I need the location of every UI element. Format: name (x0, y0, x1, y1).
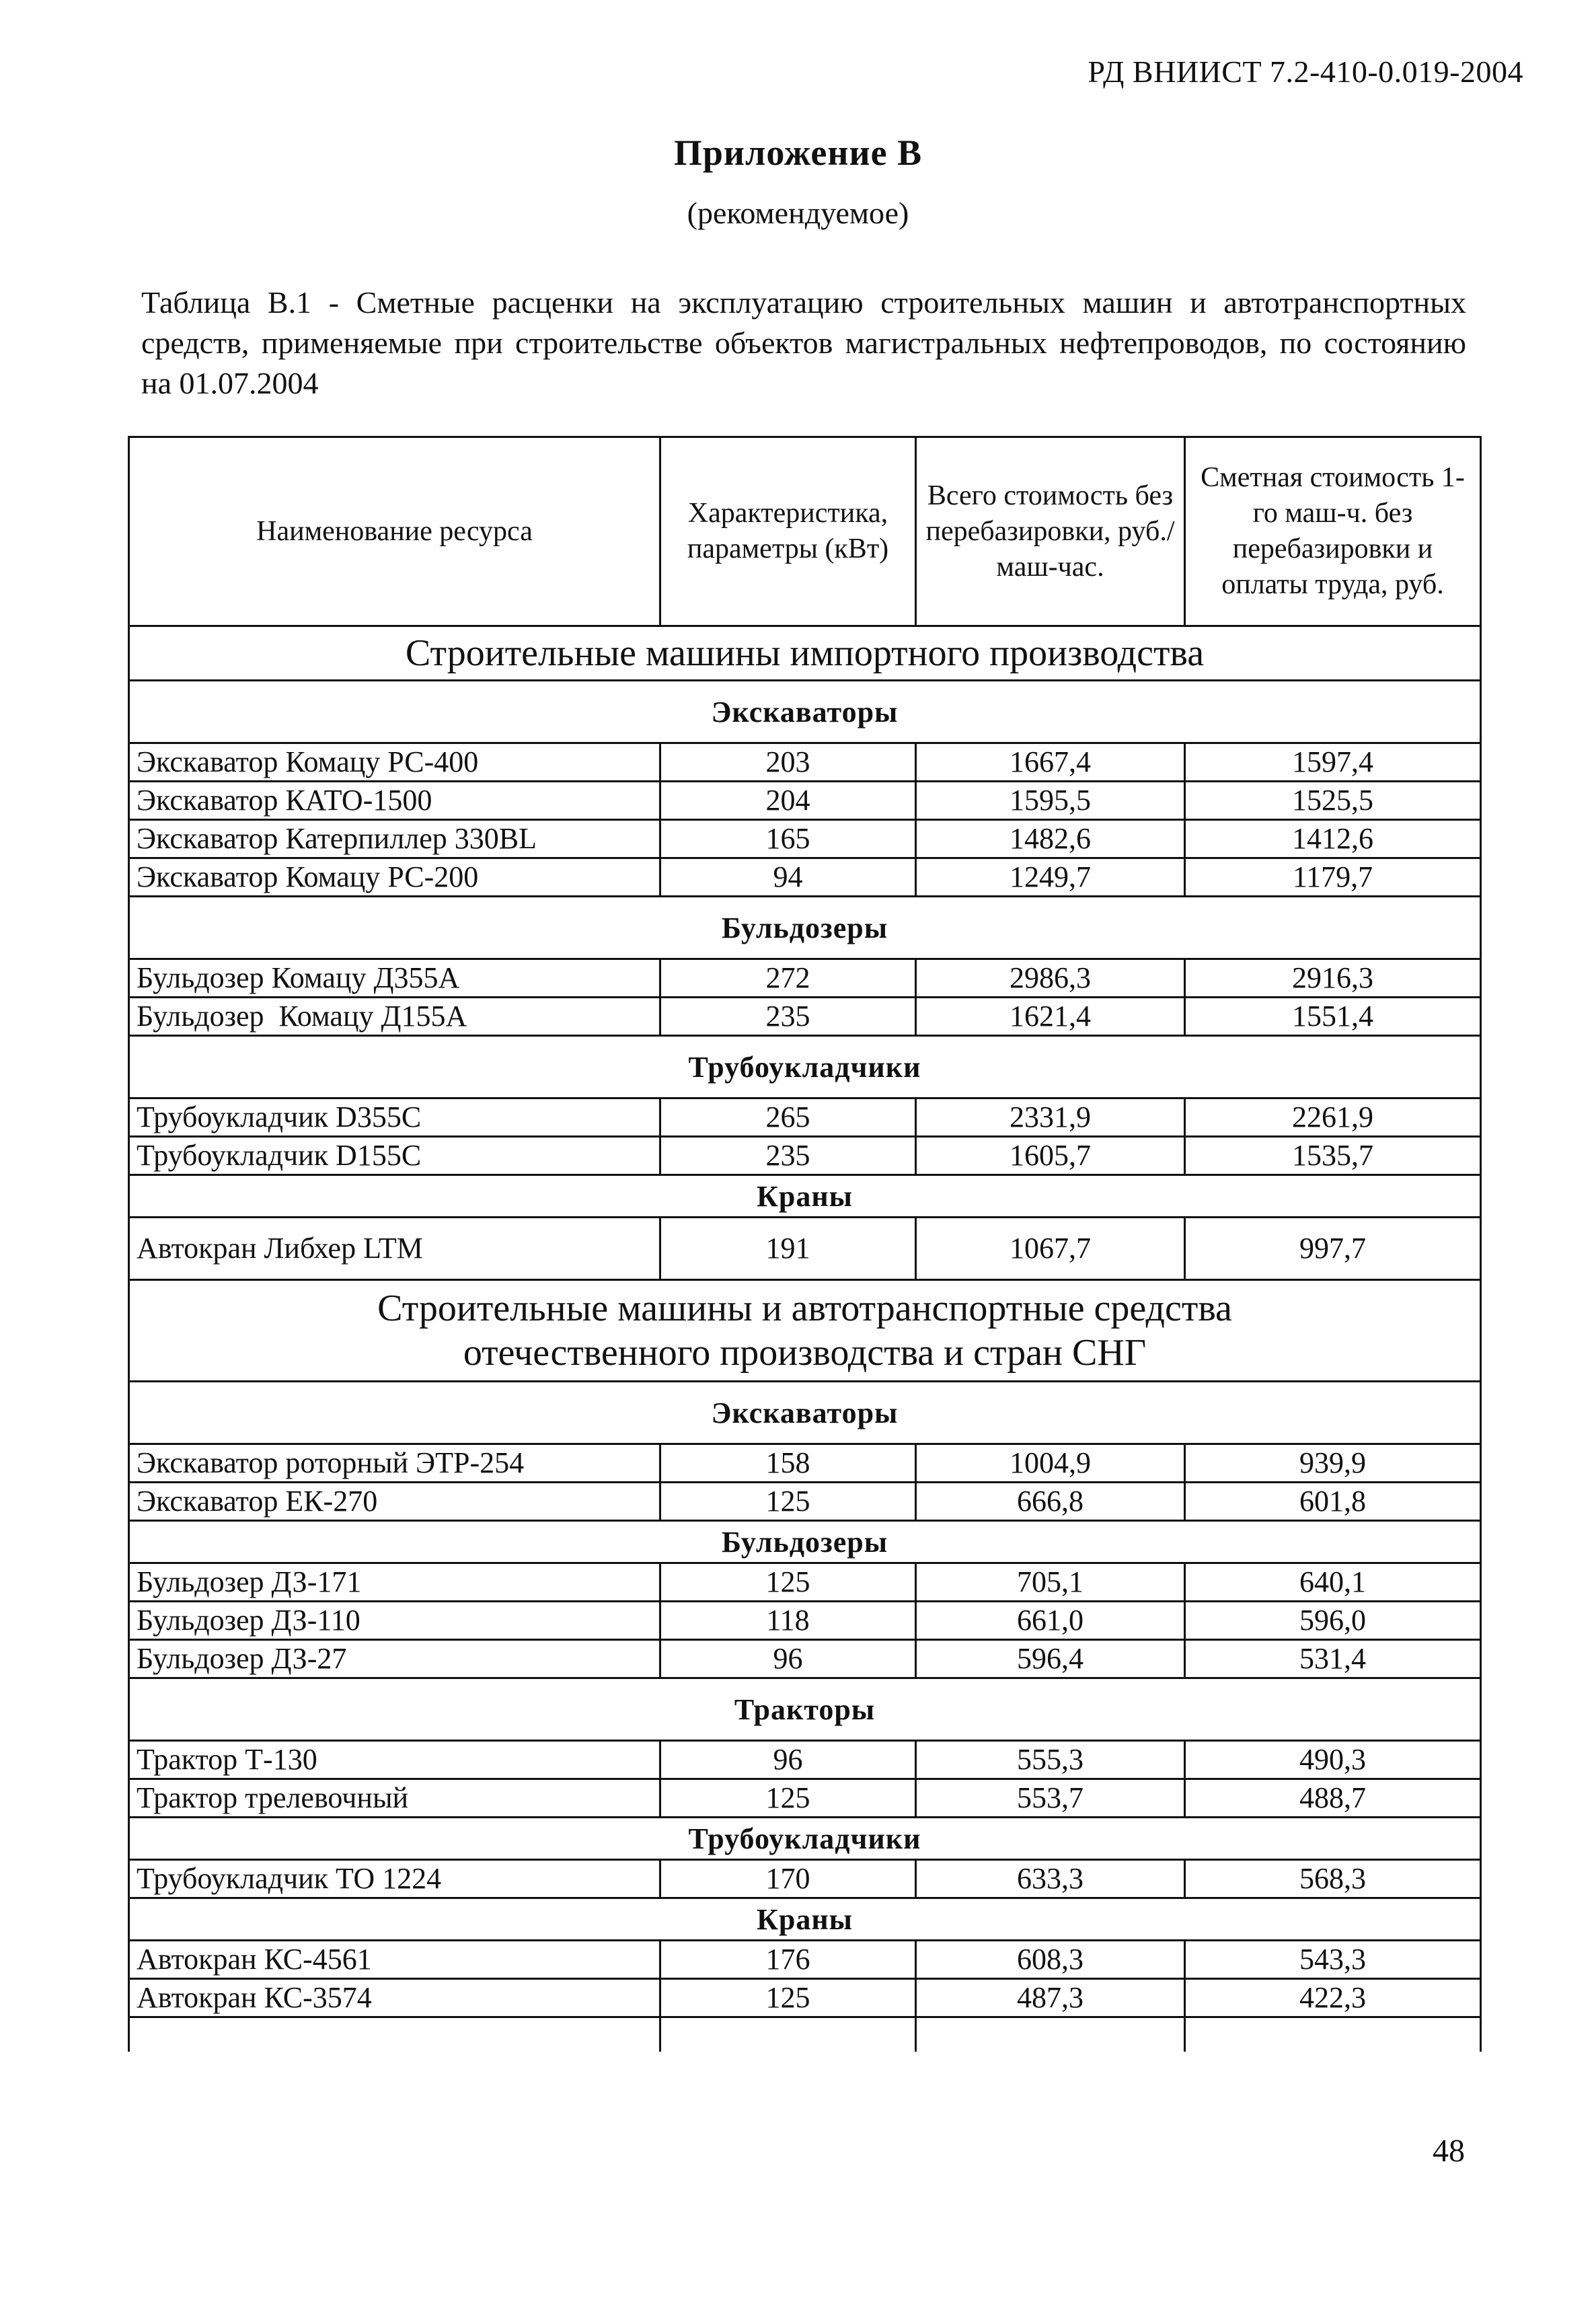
group-title: Бульдозеры (129, 897, 1481, 959)
table-row (129, 1218, 1481, 1280)
rates-table (128, 436, 1482, 2052)
section-title: Строительные машины импортного производства (129, 626, 1481, 681)
table-row (129, 959, 1481, 998)
total-cost-cell: 596,4 (916, 1640, 1185, 1678)
table-row (129, 1741, 1481, 1779)
section-title: Строительные машины и автотранспортные средства отечественного производства и стран СНГ (129, 1280, 1481, 1382)
section-row (129, 1280, 1481, 1382)
estimated-cost-cell: 1551,4 (1185, 998, 1481, 1036)
group-row (129, 1382, 1481, 1444)
power-cell: 96 (660, 1640, 916, 1678)
resource-name-cell: Трактор Т-130 (129, 1741, 660, 1779)
group-title: Экскаваторы (129, 1382, 1481, 1444)
power-cell: 158 (660, 1444, 916, 1483)
resource-name-cell: Экскаватор КАТО-1500 (129, 782, 660, 820)
power-cell: 94 (660, 858, 916, 897)
power-cell: 125 (660, 1779, 916, 1818)
power-cell: 170 (660, 1860, 916, 1898)
appendix-subtitle: (рекомендуемое) (687, 196, 909, 230)
group-row (129, 1036, 1481, 1098)
table-row (129, 1979, 1481, 2017)
estimated-cost-cell: 1179,7 (1185, 858, 1481, 897)
total-cost-cell: 1667,4 (916, 743, 1185, 782)
total-cost-cell: 1605,7 (916, 1137, 1185, 1175)
total-cost-cell: 553,7 (916, 1779, 1185, 1818)
total-cost-cell: 1249,7 (916, 858, 1185, 897)
power-cell: 125 (660, 1483, 916, 1521)
table-header-row (129, 437, 1481, 626)
empty-cell (660, 2017, 916, 2052)
resource-name-cell: Бульдозер Комацу Д155А (129, 998, 660, 1036)
power-cell: 265 (660, 1098, 916, 1137)
column-header-resource-name: Наименование ресурса (129, 437, 660, 626)
table-caption: Таблица В.1 - Сметные расценки на эксплуатацию строительных машин и автотранспортных средств, применяемые при строительстве объектов магистральных нефтепроводов, по состоянию на 01.07.2004 (141, 285, 1466, 400)
group-row (129, 1898, 1481, 1941)
table-row (129, 1640, 1481, 1678)
group-title: Краны (129, 1175, 1481, 1218)
power-cell: 191 (660, 1218, 916, 1280)
power-cell: 176 (660, 1941, 916, 1979)
table-row (129, 1098, 1481, 1137)
table-row (129, 743, 1481, 782)
group-row (129, 1521, 1481, 1563)
total-cost-cell: 1004,9 (916, 1444, 1185, 1483)
estimated-cost-cell: 596,0 (1185, 1602, 1481, 1640)
estimated-cost-cell: 601,8 (1185, 1483, 1481, 1521)
table-row (129, 1563, 1481, 1602)
resource-name-cell: Бульдозер ДЗ-110 (129, 1602, 660, 1640)
table-row (129, 1137, 1481, 1175)
total-cost-cell: 666,8 (916, 1483, 1185, 1521)
resource-name-cell: Бульдозер ДЗ-171 (129, 1563, 660, 1602)
table-row (129, 1860, 1481, 1898)
group-title: Краны (129, 1898, 1481, 1941)
power-cell: 165 (660, 820, 916, 858)
document-code: РД ВНИИСТ 7.2-410-0.019-2004 (1088, 54, 1523, 89)
total-cost-cell: 555,3 (916, 1741, 1185, 1779)
group-row (129, 1818, 1481, 1860)
appendix-title: Приложение В (673, 133, 923, 173)
resource-name-cell: Экскаватор Комацу РС-400 (129, 743, 660, 782)
power-cell: 118 (660, 1602, 916, 1640)
estimated-cost-cell: 568,3 (1185, 1860, 1481, 1898)
estimated-cost-cell: 997,7 (1185, 1218, 1481, 1280)
resource-name-cell: Трубоукладчик D155C (129, 1137, 660, 1175)
estimated-cost-cell: 1525,5 (1185, 782, 1481, 820)
table-row (129, 1444, 1481, 1483)
empty-cell (1185, 2017, 1481, 2052)
table-body (129, 626, 1481, 2052)
total-cost-cell: 2331,9 (916, 1098, 1185, 1137)
total-cost-cell: 487,3 (916, 1979, 1185, 2017)
table-row (129, 1483, 1481, 1521)
power-cell: 203 (660, 743, 916, 782)
resource-name-cell: Экскаватор Комацу РС-200 (129, 858, 660, 897)
table-row (129, 1779, 1481, 1818)
resource-name-cell: Экскаватор Катерпиллер 330BL (129, 820, 660, 858)
table-continuation-row (129, 2017, 1481, 2052)
group-title: Тракторы (129, 1678, 1481, 1741)
page-number: 48 (1433, 2133, 1465, 2169)
group-title: Бульдозеры (129, 1521, 1481, 1563)
group-title: Экскаваторы (129, 681, 1481, 743)
section-row (129, 626, 1481, 681)
table-row (129, 782, 1481, 820)
estimated-cost-cell: 422,3 (1185, 1979, 1481, 2017)
estimated-cost-cell: 640,1 (1185, 1563, 1481, 1602)
estimated-cost-cell: 939,9 (1185, 1444, 1481, 1483)
resource-name-cell: Бульдозер Комацу Д355А (129, 959, 660, 998)
total-cost-cell: 1067,7 (916, 1218, 1185, 1280)
table-row (129, 858, 1481, 897)
total-cost-cell: 2986,3 (916, 959, 1185, 998)
table-row (129, 1602, 1481, 1640)
resource-name-cell: Трубоукладчик ТО 1224 (129, 1860, 660, 1898)
group-row (129, 1175, 1481, 1218)
table-row (129, 1941, 1481, 1979)
estimated-cost-cell: 1412,6 (1185, 820, 1481, 858)
power-cell: 96 (660, 1741, 916, 1779)
estimated-cost-cell: 543,3 (1185, 1941, 1481, 1979)
resource-name-cell: Экскаватор роторный ЭТР-254 (129, 1444, 660, 1483)
empty-cell (916, 2017, 1185, 2052)
estimated-cost-cell: 1535,7 (1185, 1137, 1481, 1175)
resource-name-cell: Автокран Либхер LTM (129, 1218, 660, 1280)
estimated-cost-cell: 531,4 (1185, 1640, 1481, 1678)
total-cost-cell: 1482,6 (916, 820, 1185, 858)
total-cost-cell: 608,3 (916, 1941, 1185, 1979)
total-cost-cell: 1595,5 (916, 782, 1185, 820)
estimated-cost-cell: 2916,3 (1185, 959, 1481, 998)
column-header-estimated-cost: Сметная стоимость 1-го маш-ч. без перебазировки и оплаты труда, руб. (1185, 437, 1481, 626)
resource-name-cell: Автокран КС-4561 (129, 1941, 660, 1979)
estimated-cost-cell: 1597,4 (1185, 743, 1481, 782)
group-title: Трубоукладчики (129, 1818, 1481, 1860)
power-cell: 125 (660, 1563, 916, 1602)
column-header-total-cost: Всего стоимость без перебазировки, руб./маш-час. (916, 437, 1185, 626)
column-header-power: Характеристика, параметры (кВт) (660, 437, 916, 626)
total-cost-cell: 661,0 (916, 1602, 1185, 1640)
resource-name-cell: Бульдозер ДЗ-27 (129, 1640, 660, 1678)
power-cell: 272 (660, 959, 916, 998)
power-cell: 235 (660, 1137, 916, 1175)
group-row (129, 1678, 1481, 1741)
table-row (129, 998, 1481, 1036)
total-cost-cell: 705,1 (916, 1563, 1185, 1602)
group-title: Трубоукладчики (129, 1036, 1481, 1098)
group-row (129, 897, 1481, 959)
estimated-cost-cell: 490,3 (1185, 1741, 1481, 1779)
estimated-cost-cell: 488,7 (1185, 1779, 1481, 1818)
total-cost-cell: 1621,4 (916, 998, 1185, 1036)
resource-name-cell: Экскаватор ЕК-270 (129, 1483, 660, 1521)
empty-cell (129, 2017, 660, 2052)
resource-name-cell: Автокран КС-3574 (129, 1979, 660, 2017)
table-row (129, 820, 1481, 858)
power-cell: 125 (660, 1979, 916, 2017)
power-cell: 235 (660, 998, 916, 1036)
power-cell: 204 (660, 782, 916, 820)
group-row (129, 681, 1481, 743)
estimated-cost-cell: 2261,9 (1185, 1098, 1481, 1137)
total-cost-cell: 633,3 (916, 1860, 1185, 1898)
resource-name-cell: Трубоукладчик D355C (129, 1098, 660, 1137)
resource-name-cell: Трактор трелевочный (129, 1779, 660, 1818)
